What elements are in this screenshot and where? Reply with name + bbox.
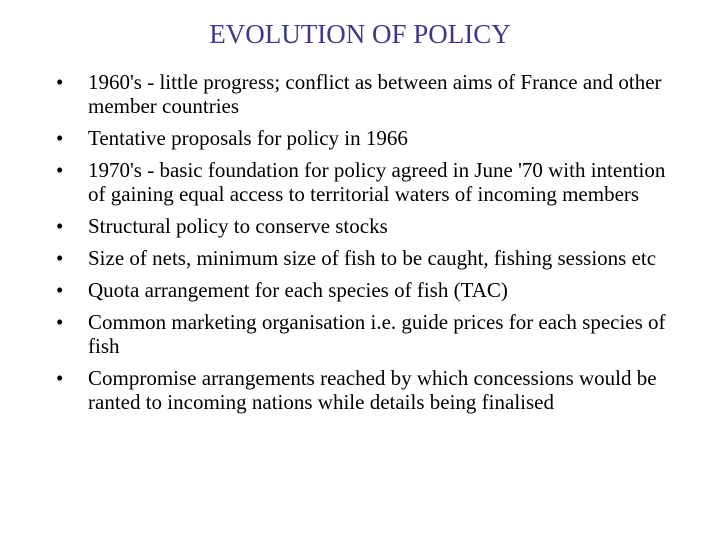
bullet-text: Size of nets, minimum size of fish to be caught, fishing sessions etc [88, 246, 657, 270]
bullet-item [56, 310, 672, 358]
bullet-icon: • [56, 70, 64, 94]
bullet-text: 1970's - basic foundation for policy agreed in June '70 with intention of gaining equal access to territorial waters of incoming members [88, 158, 666, 206]
bullet-icon: • [56, 126, 64, 150]
bullet-list [56, 70, 672, 422]
bullet-item [56, 246, 672, 270]
bullet-icon: • [56, 310, 64, 334]
bullet-icon: • [56, 214, 64, 238]
bullet-item [56, 214, 672, 238]
bullet-icon: • [56, 246, 64, 270]
bullet-icon: • [56, 158, 64, 182]
bullet-icon: • [56, 278, 64, 302]
bullet-text: Compromise arrangements reached by which concessions would be ranted to incoming nations while details being finalised [88, 366, 657, 414]
bullet-item [56, 126, 672, 150]
bullet-text: Tentative proposals for policy in 1966 [88, 126, 408, 150]
slide-title: EVOLUTION OF POLICY [209, 19, 511, 49]
bullet-icon: • [56, 366, 64, 390]
bullet-item [56, 278, 672, 302]
bullet-text: Structural policy to conserve stocks [88, 214, 388, 238]
bullet-item [56, 366, 672, 414]
bullet-text: Common marketing organisation i.e. guide prices for each species of fish [88, 310, 666, 358]
bullet-text: Quota arrangement for each species of fish (TAC) [88, 278, 508, 302]
bullet-text: 1960's - little progress; conflict as between aims of France and other member countries [88, 70, 662, 118]
bullet-item [56, 158, 672, 206]
bullet-item [56, 70, 672, 118]
